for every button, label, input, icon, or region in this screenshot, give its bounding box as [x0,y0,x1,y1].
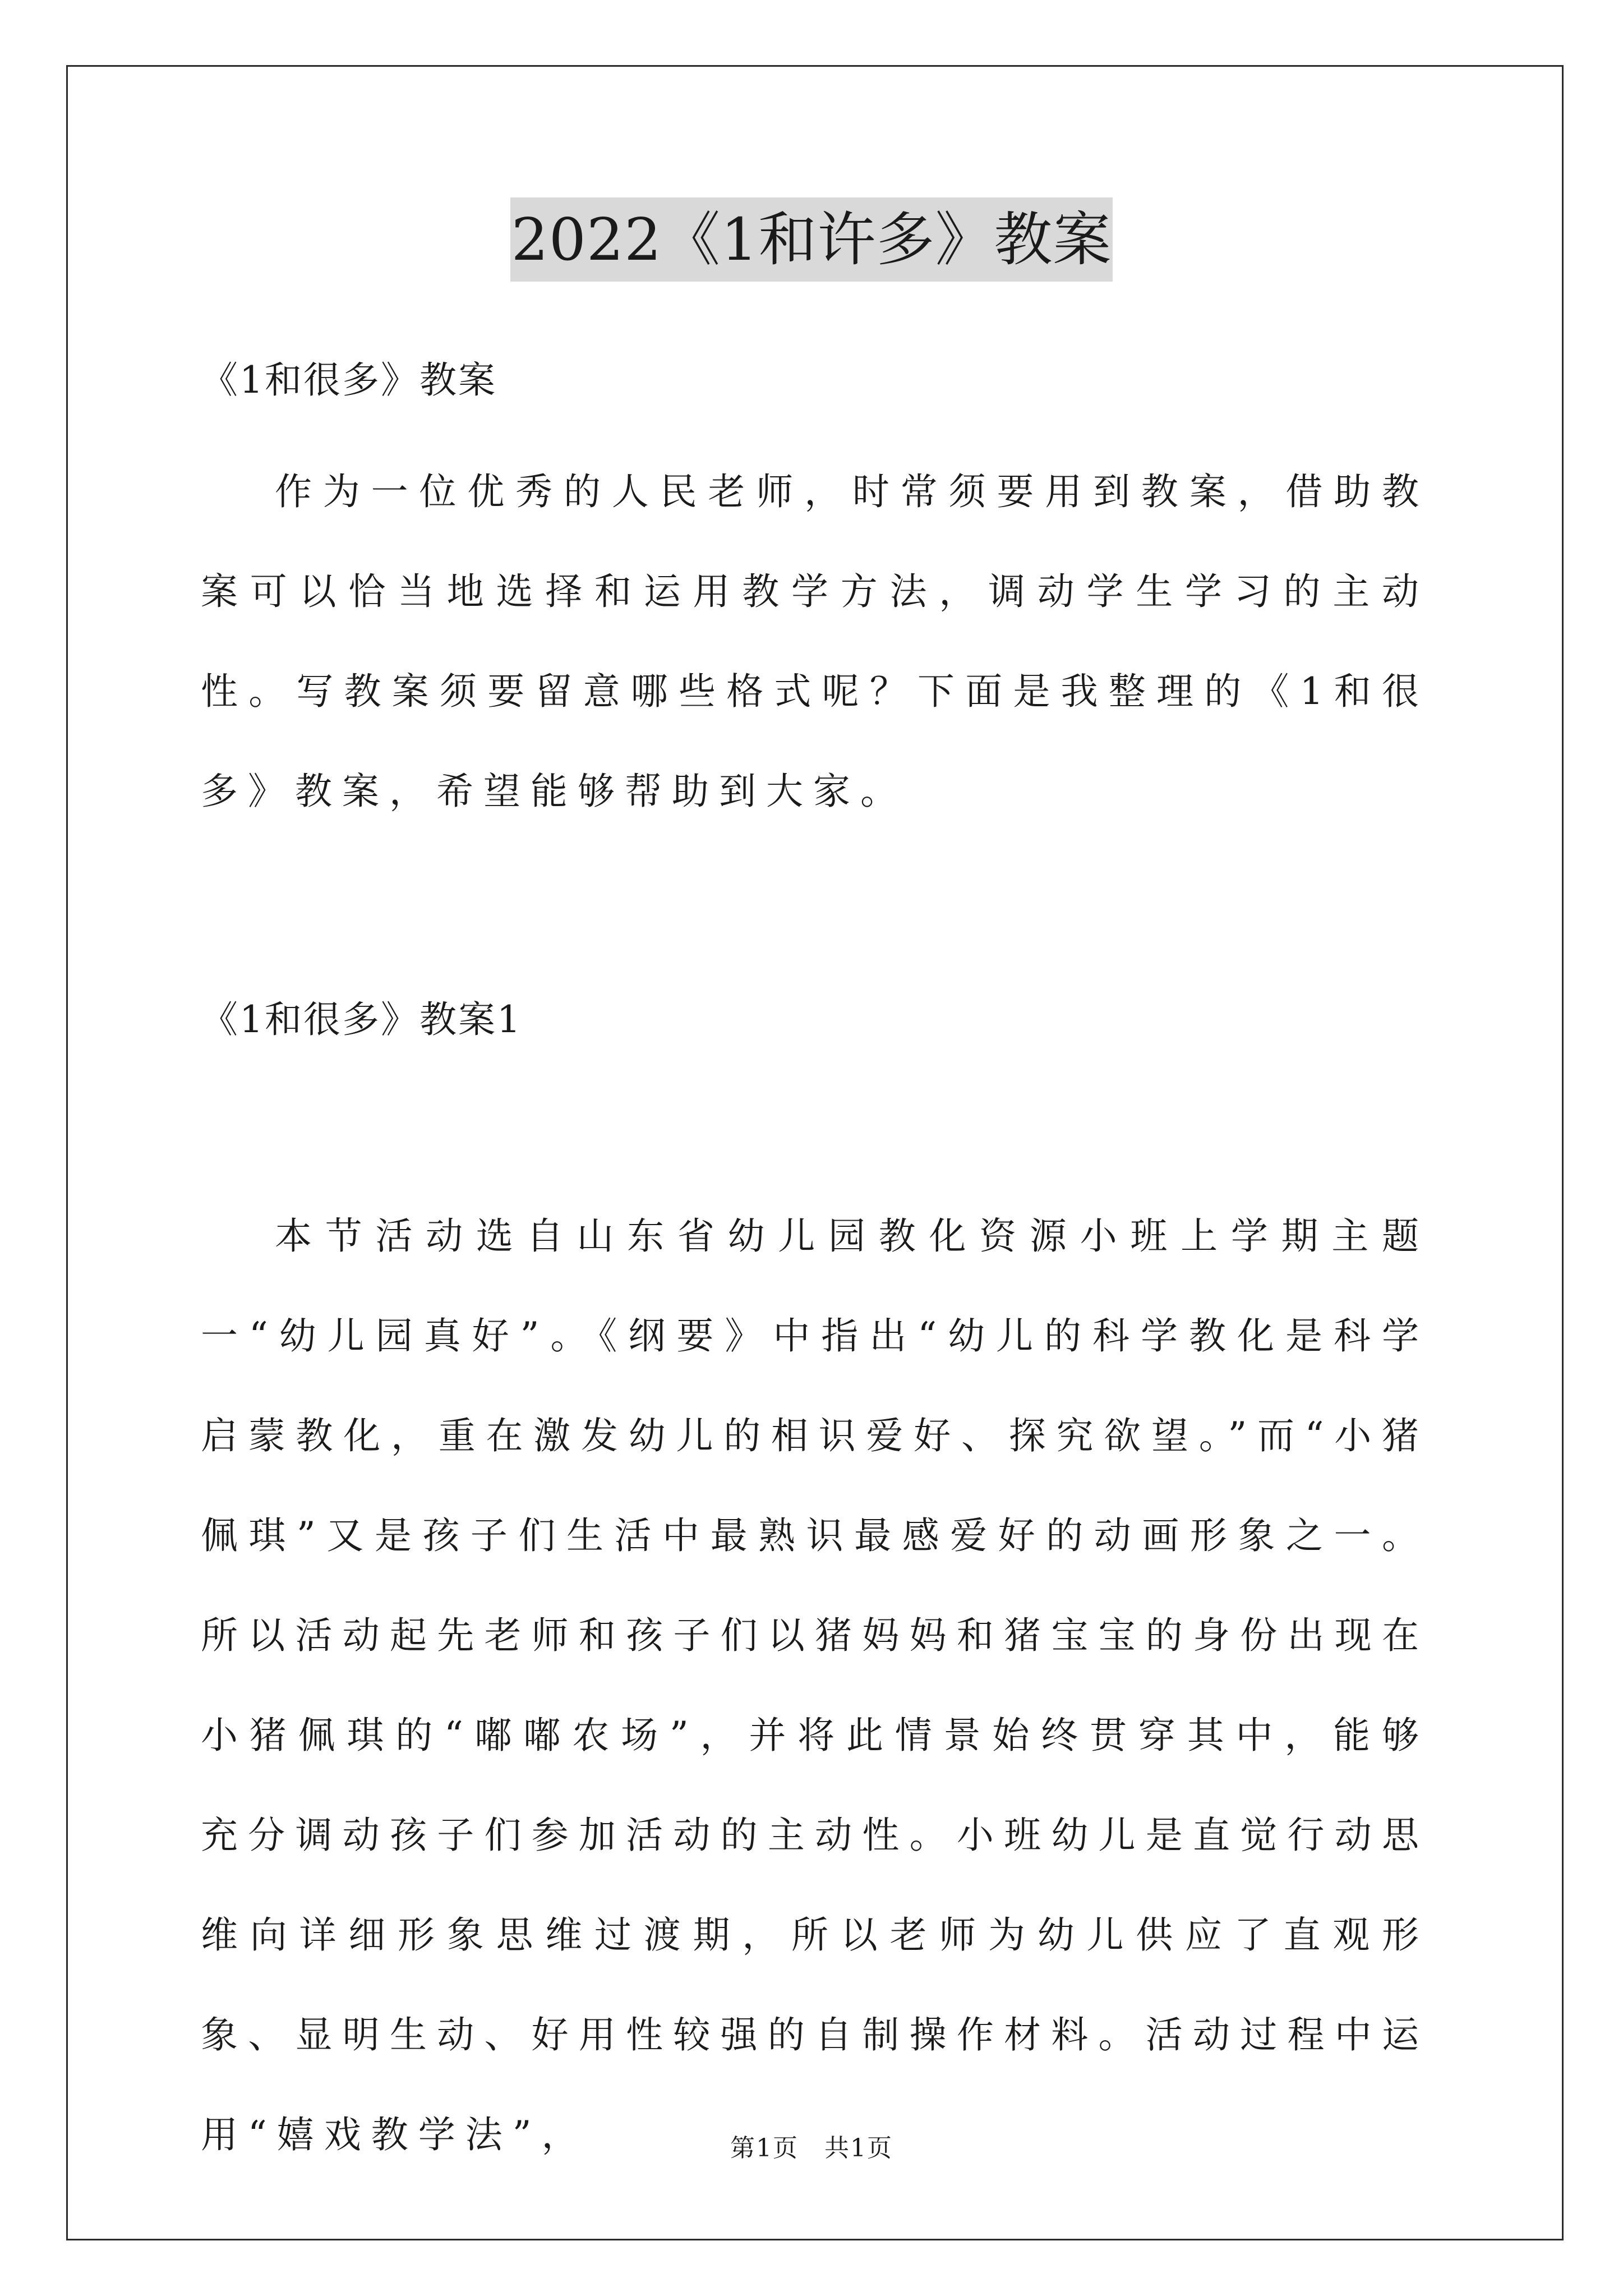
document-title: 2022《1和许多》教案 [510,197,1113,282]
body-paragraph: 本节活动选自山东省幼儿园教化资源小班上学期主题一“幼儿园真好”。《纲要》中指出“幼儿的科学教化是科学启蒙教化，重在激发幼儿的相识爱好、探究欲望。”而“小猪佩琪”又是孩子们生活中最熟识最感爱好的动画形象之一。所以活动起先老师和孩子们以猪妈妈和猪宝宝的身份出现在小猪佩琪的“嘟嘟农场”，并将此情景始终贯穿其中，能够充分调动孩子们参加活动的主动性。小班幼儿是直觉行动思维向详细形象思维过渡期，所以老师为幼儿供应了直观形象、显明生动、好用性较强的自制操作材料。活动过程中运用“嬉戏教学法”， [201,1214,1429,2156]
intro-paragraph: 作为一位优秀的人民老师，时常须要用到教案，借助教案可以恰当地选择和运用教学方法，调动学生学习的主动性。写教案须要留意哪些格式呢？下面是我整理的《1和很多》教案，希望能够帮助到大家。 [201,470,1429,813]
title-container [0,197,1623,282]
page-footer: 第1页 共1页 [730,2134,893,2162]
document-subtitle: 《1和很多》教案 [201,358,497,402]
section-heading: 《1和很多》教案1 [201,998,522,1041]
